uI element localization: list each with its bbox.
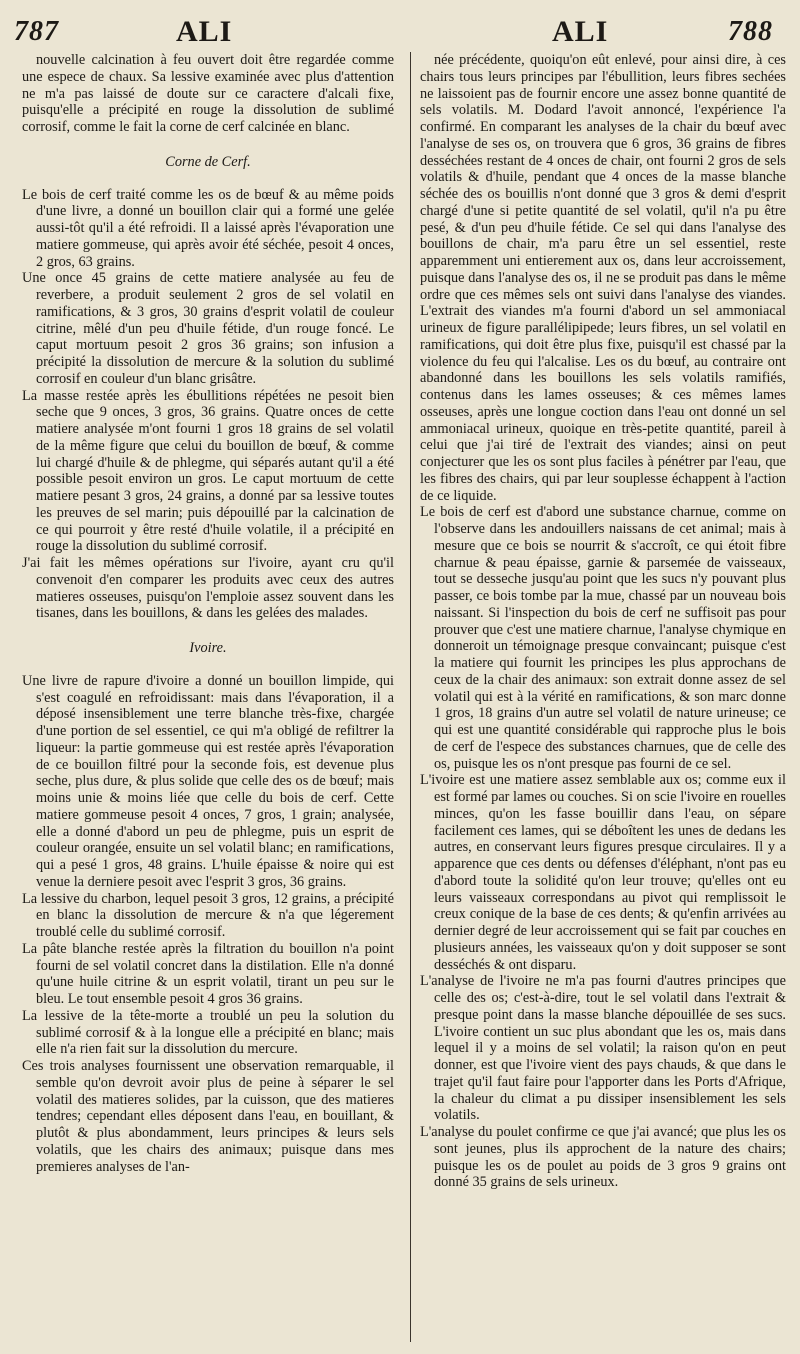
paragraph: Une livre de rapure d'ivoire a donné un bouillon limpide, qui s'est coagulé en refroidissant: mais dans l'évaporation, il a déposé insensiblement une terre blanche très-fixe, chargée d'une portion de sel essentiel, ce qui m'a obligé de refiltrer la liqueur: la partie gommeuse qui est restée après l'évaporation de ce bouillon filtré pour la seconde fois, est devenue plus seche, plus dure, & plus solide que celle des os de bœuf; mais moins unie & moins liée que celle du bois de cerf. Cette matiere gommeuse pesoit 4 onces, 7 gros, 1 grain; analysée, elle a donné d'abord un peu de phlegme, puis un esprit de couleur orangée, ensuite un sel volatil blanc; en ramifications, qui a pesé 1 gros, 48 grains. L'huile épaisse & noire qui est venue la derniere pesoit avec l'esprit 3 gros, 36 grains. <box>22 672 394 890</box>
paragraph: Le bois de cerf traité comme les os de bœuf & au même poids d'une livre, a donné un bouillon clair qui a formé une gelée aussi-tôt qu'il a été refroidi. Il a laissé après l'évaporation une matiere gommeuse, qui après avoir été séchée, pesoit 4 onces, 2 gros, 63 grains. <box>22 186 394 270</box>
paragraph: Le bois de cerf est d'abord une substance charnue, comme on l'observe dans les andouillers naissans de cet animal; mais à mesure que ce bois se nourrit & s'accroît, ce qui étoit fibre charnue & peau épaisse, garnie & parsemée de vaisseaux, tout se desseche jusqu'au point que les sucs n'y pouvant plus passer, ce bois tombe par la mue, chassé par un nouveau bois naissant. Si l'inspection du bois de cerf ne suffisoit pas pour prouver que c'est une matiere charnue, l'analyse chymique en donneroit un témoignage presque convaincant; puisque c'est la matiere qui fournit les principes les plus approchans de ceux de la chair des animaux: son extrait donne assez de sel volatil qui est à la vérité en ramifications, & son marc donne 1 gros, 18 grains d'un autre sel volatil de nature urineuse; ce qui est une quantité considérable qui rapproche plus le bois de cerf de l'espece des substances charnues, que de celle des os, puisque les os n'ont presque pas fourni de ce sel. <box>420 504 786 772</box>
paragraph: Ces trois analyses fournissent une observation remarquable, il semble qu'on devroit avoir plus de peine à séparer le sel volatil des matieres solides, par la cuisson, que des matieres tendres; cependant elles déposent dans l'eau, en bouillant, & plutôt & plus abondamment, leurs principes & leurs sels volatils, que les chairs des animaux; puisque dans mes premieres analyses de l'an- <box>22 1058 394 1175</box>
paragraph: La pâte blanche restée après la filtration du bouillon n'a point fourni de sel volatil concret dans la distilation. Elle n'a donné qu'une huile citrine & un esprit volatil, tirant un peu sur le bleu. Le tout ensemble pesoit 4 gros 36 grains. <box>22 940 394 1007</box>
paragraph: L'analyse du poulet confirme ce que j'ai avancé; que plus les os sont jeunes, plus ils approchent de la nature des chairs; puisque les os de poulet au poids de 3 gros 9 grains ont donné 35 grains de sels urineux. <box>420 1124 786 1191</box>
paragraph: L'ivoire est une matiere assez semblable aux os; comme eux il est formé par lames ou couches. Si on scie l'ivoire en rouelles minces, qu'on les fasse bouillir dans l'eau, on sépare facilement ces lames, qui se déboîtent les unes de dedans les autres, en conservant leurs figures presque circulaires. Il y a apparence que ces dents ou défenses d'éléphant, n'ont pas eu d'abord toute la solidité qu'on leur trouve; qu'elles ont eu leurs vaisseaux correspondans au pivot qui remplissoit le creux conique de la base de ces dents; & qu'enfin arrivées au dernier degré de leur accroissement qui se fait par couches en plusieurs années, les vaisseaux qu'on y doit supposer se sont desséchés & ont disparu. <box>420 772 786 973</box>
section-heading-ivoire: Ivoire. <box>189 640 227 656</box>
right-column <box>420 52 786 1191</box>
paragraph: J'ai fait les mêmes opérations sur l'ivoire, ayant cru qu'il convenoit d'en comparer les produits avec ceux des autres matieres osseuses, puisqu'on l'emploie assez souvent dans les tisanes, dans les bouillons, & dans les gelées des malades. <box>22 555 394 622</box>
right-running-head: ALI <box>552 15 609 48</box>
section-heading-corne-de-cerf: Corne de Cerf. <box>165 153 251 170</box>
paragraph: Une once 45 grains de cette matiere analysée au feu de reverbere, a produit seulement 2 gros de sel volatil en ramifications, & 3 gros, 30 grains d'esprit volatil de couleur citrine, mêlé d'un peu d'huile fétide, d'un rouge foncé. Le caput mortuum pesoit 2 gros 36 grains; son infusion a précipité la dissolution de mercure & la solution du sublimé corrosif en couleur d'un blanc grisâtre. <box>22 270 394 387</box>
paragraph: La lessive du charbon, lequel pesoit 3 gros, 12 grains, a précipité en blanc la dissolution de mercure & n'a que légerement troublé celle du sublimé corrosif. <box>22 890 394 940</box>
left-page-number: 787 <box>14 16 59 47</box>
right-page-number: 788 <box>728 16 773 47</box>
left-running-head: ALI <box>176 15 233 48</box>
paragraph: née précédente, quoiqu'on eût enlevé, pour ainsi dire, à ces chairs tous leurs principes par l'ébullition, leurs fibres sechées ne laissoient pas de fournir encore une assez bonne quantité de sels volatils. M. Dodard l'avoit annoncé, l'expérience l'a confirmé. En comparant les analyses de la chair du bœuf avec l'analyse de ses os, on trouvera que 6 gros, 36 grains de fibres desséchées restant de 4 onces de chair, ont fourni 2 gros de sels volatils & d'huile, pendant que 4 onces de la masse blanche séchée des os bouillis n'ont donné que 3 gros & demi d'esprit chargé d'une si petite quantité de sel volatil, qu'il n'a pu être pesé, & d'un peu d'huile fétide. Ce sel qui dans l'analyse des bouillons de chair, m'a paru être un sel essentiel, reste apparemment uni entierement aux os, dans leur accroissement, puisque dans l'analyse des os, il ne se produit pas dans le même ordre que ces mêmes sels ont suivi dans l'analyse des viandes. L'extrait des viandes m'a fourni d'abord un sel ammoniacal urineux de figure parallélipipede; leurs fibres, un sel volatil en ramifications, qui doit être plus fixe, puisqu'il est chassé par la violence du feu qui l'alcalise. Les os du bœuf, au contraire ont abandonné dans les bouillons les sels volatils ramifiés, contenus dans les lames osseuses; & ces mêmes lames osseuses, après une longue coction dans l'eau ont donné un sel ammoniacal urineux, quoique en très-petite quantité, pareil à celui que j'ai tiré de l'extrait des viandes; ainsi on peut conjecturer que les os sont plus faciles à pénétrer par l'eau, que les fibres des chairs, qui par leur souplesse échappent à l'action de ce liquide. <box>420 52 786 504</box>
paragraph: nouvelle calcination à feu ouvert doit être regardée comme une espece de chaux. Sa lessive examinée avec plus d'attention ne m'a pas laissé de doute sur ce caractere d'alcali fixe, puisqu'elle a précipité en rouge la dissolution de sublimé corrosif, comme le fait la corne de cerf calcinée en blanc. <box>22 52 394 135</box>
column-divider <box>410 52 411 1342</box>
left-column <box>22 52 394 1175</box>
paragraph: La lessive de la tête-morte a troublé un peu la solution du sublimé corrosif & à la longue elle a précipité en blanc; mais elle n'a rien fait sur la dissolution du mercure. <box>22 1007 394 1058</box>
paragraph: L'analyse de l'ivoire ne m'a pas fourni d'autres principes que celle des os; c'est-à-dire, tout le sel volatil dans l'extrait & presque point dans la masse blanche dépouillée de ses sucs. L'ivoire contient un suc plus abondant que les os, mais dans lequel il y a moins de sel volatil; la raison qu'on en peut donner, est que l'ivoire vient des pays chauds, & que dans le trajet qu'il faut faire pour l'apporter dans les Ports d'Afrique, la chaleur du climat a pu dissiper insensiblement les sels volatils. <box>420 973 786 1124</box>
paragraph: La masse restée après les ébullitions répétées ne pesoit bien seche que 9 onces, 3 gros, 36 grains. Quatre onces de cette matiere analysée m'ont fourni 1 gros 18 grains de sel volatil de la même figure que celui du bouillon de bœuf, & comme lui chargé d'huile & de phlegme, qui séparés autant qu'il a été possible pesoit environ un gros. Le caput mortuum de cette matiere pesant 3 gros, 24 grains, a donné par sa lessive toutes les preuves de sel marin; puis dépouillé par la calcination de ce qui pourroit y être resté d'huile volatile, il a précipité en rouge la dissolution du sublimé corrosif. <box>22 387 394 555</box>
